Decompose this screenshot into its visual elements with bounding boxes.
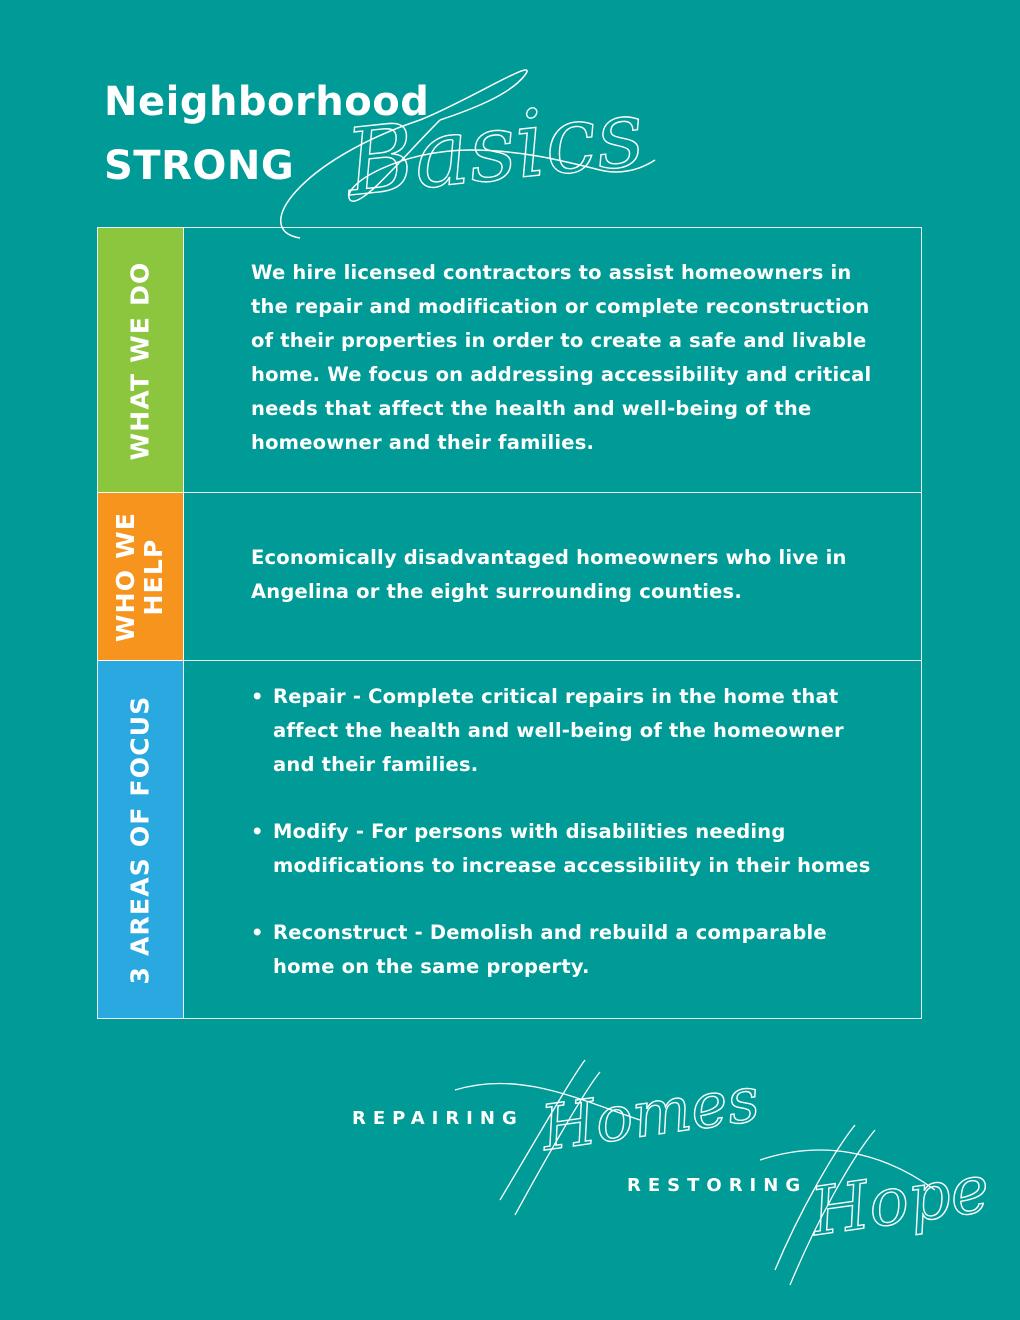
areas-of-focus-list-wrap [251,680,891,1017]
who-we-help-text: Economically disadvantaged homeowners who live in Angelina or the eight surrounding counties. [251,546,847,603]
label-cell-who-we-help [98,493,184,661]
homes-flourish [455,1060,640,1215]
title-line-1: Neighborhood [104,79,430,125]
hope-flourish [760,1125,935,1285]
hope-script: Hope [806,1149,995,1251]
list-item-repair: • Repair - Complete critical repairs in the home that affect the health and well-being of the homeowner and their families. [251,680,891,782]
homes-script: Homes [536,1062,764,1165]
label-areas-of-focus: 3 AREAS OF FOCUS [125,694,155,985]
what-we-do-text: We hire licensed contractors to assist homeowners in the repair and modification or complete reconstruction of their properties in order to create a safe and livable home. We focus on addressing accessibility and critical needs that affect the health and well-being of the homeowner and their families. [251,261,872,454]
basics-script: Basics [341,79,649,217]
label-who-we-help-line2: HELP [139,538,169,616]
row-areas-of-focus [98,660,921,1018]
title-line-2: STRONG [104,143,295,189]
label-cell-areas-of-focus [98,661,184,1018]
label-who-we-help [113,512,169,642]
tagline-restoring: RESTORING [627,1175,808,1196]
list-item-modify: • Modify - For persons with disabilities needing modifications to increase accessibility in their homes [251,815,891,883]
label-what-we-do: WHAT WE DO [125,260,155,461]
label-who-we-help-line1: WHO WE [111,511,141,643]
list-item-reconstruct: • Reconstruct - Demolish and rebuild a comparable home on the same property. [251,916,891,984]
row-who-we-help [98,492,921,661]
info-table [97,227,922,1019]
areas-of-focus-list [251,680,891,984]
tagline-repairing: REPAIRING [352,1108,524,1129]
row-what-we-do [98,228,921,493]
label-cell-what-we-do [98,228,184,493]
